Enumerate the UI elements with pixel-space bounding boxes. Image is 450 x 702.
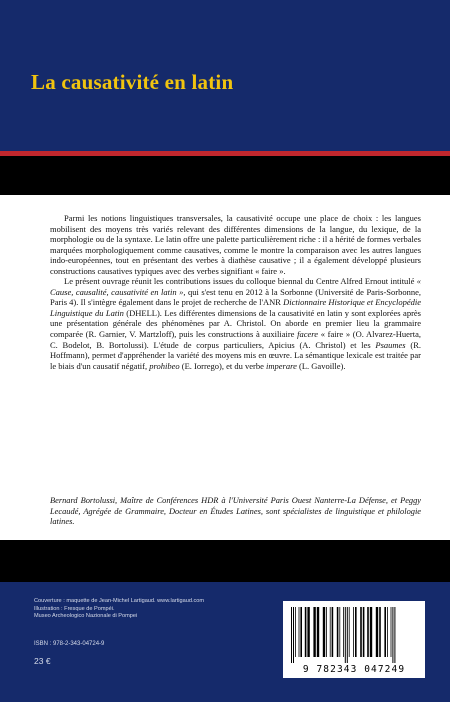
barcode-bar [392,607,393,663]
barcode-bar [384,607,386,657]
barcode-bar [293,607,294,663]
barcode-bar [387,607,388,657]
barcode-bar [291,607,292,663]
barcode-digits: 9 782343 047249 [302,664,406,675]
barcode-bar [345,607,346,663]
barcode [283,601,425,678]
authors-note: Bernard Bortolussi, Maître de Conférences HDR à l'Université Paris Ouest Nanterre-La Défense, et Peggy Lecaudé, Agrégée de Grammaire, Docteur en Études Latines, sont spécialistes de linguistique et philologie latines. [50,496,421,526]
book-title: La causativité en latin [31,70,234,94]
blurb-paragraph-2-segment: (L. Gavoille). [296,360,346,371]
black-band-top [0,156,450,195]
barcode-bar [370,607,372,657]
barcode-bar [317,607,319,657]
barcode-bar [360,607,362,657]
barcode-bar [323,607,325,657]
credits-block [34,598,204,621]
blurb-paragraph-2-segment: Psaumes [375,339,406,350]
blurb-paragraph-2-segment: « Cause, causalité, causativité en latin » [50,276,421,297]
blurb-paragraph-2-segment: Dictionnaire Historique et Encyclopédie Linguistique du Latin [50,297,421,318]
barcode-bar [353,607,354,657]
blurb-paragraph-2 [50,276,421,371]
barcode-bar [394,607,395,663]
barcode-bar [363,607,365,657]
blurb-paragraph-2-segment: , qui s'est tenu en 2012 à la Sorbonne (Université de Paris-Sorbonne, Paris 4). Il s'intègre également dans le projet de recherche de l'ANR [50,286,421,308]
blurb-paragraph-1: Parmi les notions linguistiques transversales, la causativité occupe une place de choix : les langues mobilisent des moyens très variés relevant des différentes dimensions de la langue, du lexique, de la morphologie ou de la syntaxe. Le latin offre une palette particulièrement riche : il a hérité de formes verbales marquées morphologiquement comme causatives, comme le montre la comparaison avec les autres langues indo-européennes, tout en présentant des verbes à diathèse causative ; il a également développé plusieurs constructions causatives typiques avec des verbes signifiant « faire ». [50,213,421,276]
price: 23 € [34,656,51,666]
blurb-paragraph-2-segment: (DHELL). Les différentes dimensions de la causativité en latin y sont explorées après une présentation générale des phénomènes par A. Christol. On aborde en premier lieu la grammaire comparée (R. Garnier, V. Martzloff), puis les constructions à auxiliaire [50,307,421,340]
barcode-bar [305,607,307,657]
blurb-paragraph-2-segment: prohibeo [149,360,180,371]
barcode-bar [339,607,340,657]
illustration-credit: Illustration : Fresque de Pompéi. [34,605,115,612]
barcode-bar [343,607,344,657]
blurb [50,213,421,371]
barcode-bar [391,607,392,657]
barcode-bar [313,607,315,657]
blurb-paragraph-2-segment: Le présent ouvrage réunit les contributions issues du colloque biennal du Centre Alfred Ernout intitulé [64,276,417,287]
blurb-paragraph-2-segment: facere [297,329,319,340]
barcode-bar [326,607,327,657]
museum-credit: Museo Archeologico Nazionale di Pompei [34,613,138,620]
barcode-bar [376,607,378,657]
barcode-bar [367,607,369,657]
barcode-bar [299,607,300,657]
barcode-bar [300,607,302,657]
barcode-bar [337,607,339,657]
blurb-paragraph-2-segment: « faire » (O. Alvarez-Huerta, C. Bodelot, B. Bortolussi). L'étude de corpus particuliers, Apicius (A. Christol) et les [50,329,421,350]
barcode-bar [307,607,309,657]
blurb-paragraph-2-segment: imperare [266,360,297,371]
blurb-paragraph-2-segment: (E. Iorrego), et du verbe [179,360,267,371]
barcode-bar [332,607,334,657]
blurb-paragraph-2-segment: (R. Hoffmann), permet d'appréhender la variété des moyens mis en œuvre. La sémantique lexicale est traitée par le biais d'un causatif négatif, [50,339,422,371]
barcode-bar [349,607,350,657]
barcode-bar [295,607,296,657]
barcode-bar [379,607,381,657]
isbn-text: ISBN : 978-2-343-04724-9 [34,641,105,647]
barcode-bar [347,607,348,663]
black-band-bottom [0,540,450,582]
barcode-bars [289,607,419,663]
barcode-bar [355,607,357,657]
cover-credit: Couverture : maquette de Jean-Michel Lartigaud. www.lartigaud.com [34,598,205,604]
barcode-bar [330,607,331,657]
